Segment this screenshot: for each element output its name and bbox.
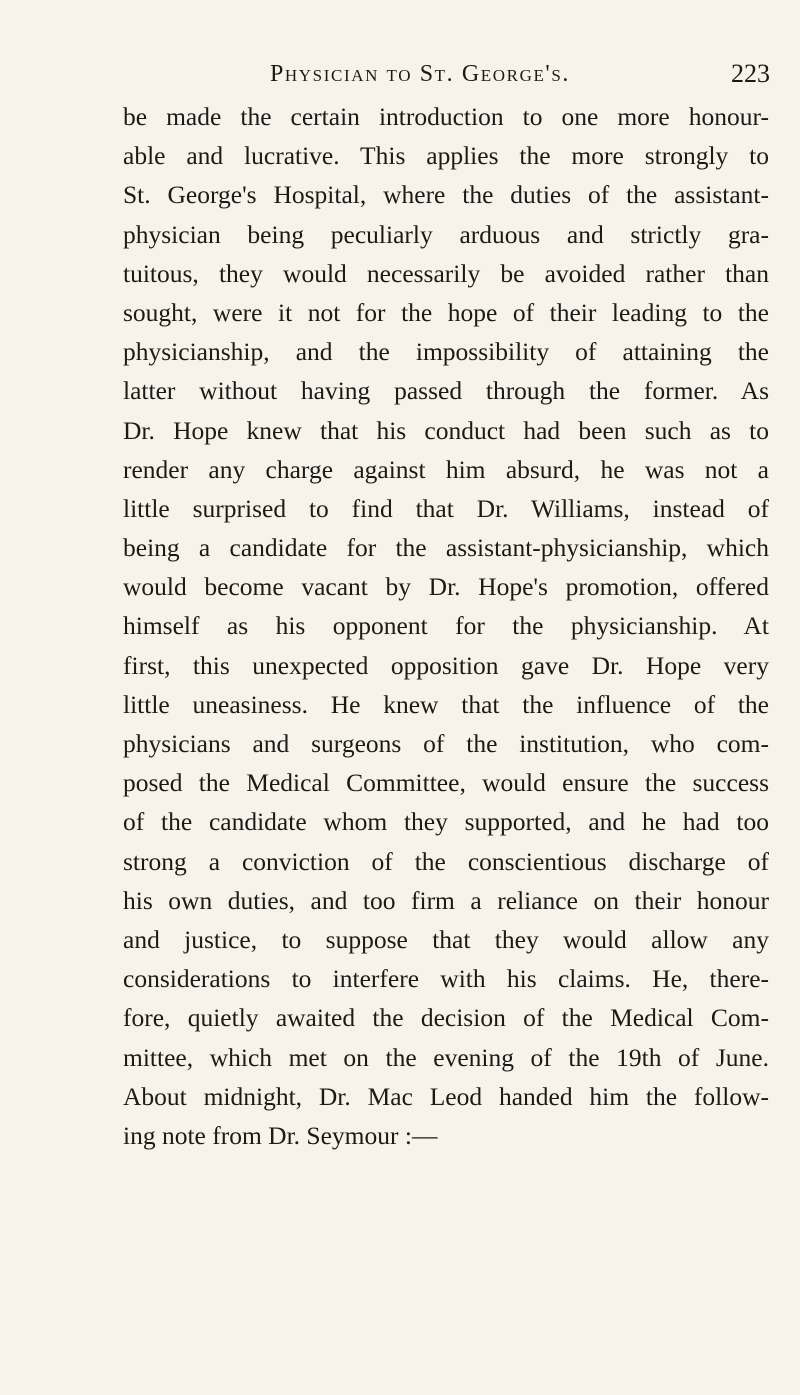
text-line: of the candidate whom they supported, and he had too: [123, 807, 769, 837]
text-line: would become vacant by Dr. Hope's promotion, offered: [123, 572, 769, 602]
text-line: mittee, which met on the evening of the 19th of June.: [123, 1042, 769, 1072]
text-line: be made the certain introduction to one more honour-: [123, 102, 769, 131]
text-line: render any charge against him absurd, he was not a: [123, 454, 769, 484]
text-line: able and lucrative. This applies the more strongly to: [123, 141, 769, 171]
body-text: [123, 97, 769, 1155]
text-line: sought, were it not for the hope of their leading to the: [123, 297, 769, 327]
text-line: physicianship, and the impossibility of attaining the: [123, 337, 769, 367]
page-number: 223: [731, 59, 770, 88]
text-line: being a candidate for the assistant-physicianship, which: [123, 533, 769, 563]
text-line: About midnight, Dr. Mac Leod handed him the follow-: [123, 1081, 769, 1111]
text-line: fore, quietly awaited the decision of the Medical Com-: [123, 1003, 769, 1033]
text-line: and justice, to suppose that they would allow any: [123, 924, 769, 954]
text-line: ing note from Dr. Seymour :—: [123, 1120, 438, 1150]
running-head: [120, 56, 770, 92]
running-title: Physician to St. George's.: [269, 61, 571, 87]
text-line: little uneasiness. He knew that the influence of the: [123, 689, 769, 719]
text-line: first, this unexpected opposition gave Dr. Hope very: [123, 650, 769, 680]
text-line: physicians and surgeons of the institution, who com-: [123, 729, 769, 758]
text-line: little surprised to find that Dr. Williams, instead of: [123, 493, 769, 523]
text-line: posed the Medical Committee, would ensure the success: [123, 768, 769, 798]
text-line: tuitous, they would necessarily be avoided rather than: [123, 258, 769, 288]
text-line: St. George's Hospital, where the duties of the assistant-: [123, 180, 769, 210]
text-line: latter without having passed through the former. As: [123, 376, 769, 406]
text-line: his own duties, and too firm a reliance on their honour: [123, 885, 769, 915]
text-line: physician being peculiarly arduous and strictly gra-: [123, 219, 769, 249]
text-line: Dr. Hope knew that his conduct had been such as to: [123, 415, 769, 445]
text-line: himself as his opponent for the physicianship. At: [123, 611, 769, 641]
text-line: considerations to interfere with his claims. He, there-: [123, 964, 769, 994]
text-line: strong a conviction of the conscientious discharge of: [123, 846, 769, 876]
